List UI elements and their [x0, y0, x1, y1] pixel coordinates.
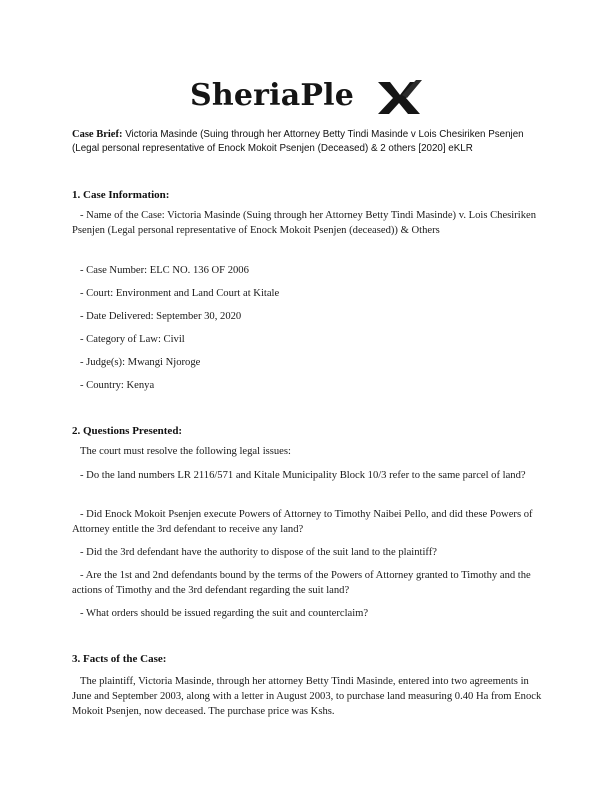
case-judge: - Judge(s): Mwangi Njoroge	[80, 357, 201, 368]
questions-intro: The court must resolve the following legal issues:	[80, 446, 291, 457]
case-brief-label: Case Brief:	[72, 129, 123, 140]
sheriaplex-logo	[190, 76, 422, 118]
case-brief-title: Victoria Masinde (Suing through her Attorney Betty Tindi Masinde v Lois Chesiriken Psenjen (Legal personal representative of Enock Mokoit Psenjen (Deceased) & 2 others [2020] eKLR	[72, 129, 524, 154]
question-2: - Did Enock Mokoit Psenjen execute Powers of Attorney to Timothy Naibei Pello, and did these Powers of Attorney entitle the 3rd defendant to receive any land?	[72, 509, 533, 535]
case-number: - Case Number: ELC NO. 136 OF 2006	[80, 265, 249, 276]
questions-presented-heading: 2. Questions Presented:	[72, 425, 183, 437]
case-category: - Category of Law: Civil	[80, 334, 185, 345]
case-date: - Date Delivered: September 30, 2020	[80, 311, 242, 322]
facts-paragraph-1: The plaintiff, Victoria Masinde, through her attorney Betty Tindi Masinde, entered into two agreements in June and September 2003, along with a letter in August 2003, to purchase land measuring 0.40 Ha from Enock Mokoit Psenjen, now deceased. The purchase price was Kshs.	[72, 676, 542, 717]
question-4: - Are the 1st and 2nd defendants bound by the terms of the Powers of Attorney granted to Timothy and the actions of Timothy and the 3rd defendant regarding the suit land?	[72, 570, 531, 596]
case-brief-heading	[72, 128, 552, 156]
logo-x-mark-icon	[376, 78, 422, 116]
facts-heading: 3. Facts of the Case:	[72, 653, 167, 665]
case-country: - Country: Kenya	[80, 380, 155, 391]
question-1: - Do the land numbers LR 2116/571 and Kitale Municipality Block 10/3 refer to the same parcel of land?	[80, 470, 526, 481]
case-name: - Name of the Case: Victoria Masinde (Suing through her Attorney Betty Tindi Masinde) v. Lois Chesiriken Psenjen (Legal personal representative of Enock Mokoit Psenjen (deceased)) & Others	[72, 210, 537, 236]
question-5: - What orders should be issued regarding the suit and counterclaim?	[80, 608, 369, 619]
case-information-heading: 1. Case Information:	[72, 189, 170, 201]
question-3: - Did the 3rd defendant have the authority to dispose of the suit land to the plaintiff?	[80, 547, 437, 558]
case-court: - Court: Environment and Land Court at Kitale	[80, 288, 280, 299]
logo-wordmark: SheriaPle	[190, 78, 355, 113]
